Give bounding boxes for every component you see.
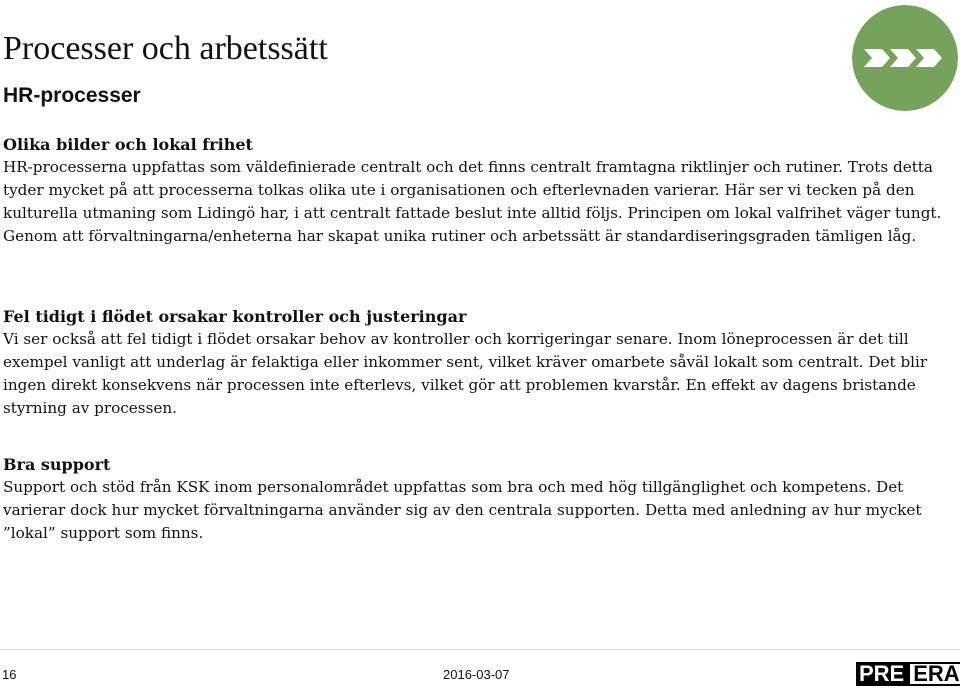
page-title: Processer och arbetssätt	[3, 30, 328, 67]
logo-part-pre: PRE	[856, 662, 908, 686]
footer-divider	[0, 649, 960, 650]
section-badge	[852, 5, 958, 111]
section-body: Support och stöd från KSK inom personalområdet uppfattas som bra och med hög tillgänglighet och kompetens. Det varierar dock hur mycket förvaltningarna använder sig av den centrala supporten. Detta med anledning av hur mycket ”lokal” support som finns.	[3, 478, 922, 542]
page-subtitle: HR-processer	[3, 84, 141, 107]
page-number: 16	[2, 667, 17, 682]
logo-part-era: ERA	[908, 662, 960, 686]
company-logo	[856, 662, 960, 686]
triple-chevron-arrows-icon	[852, 5, 958, 111]
section-body: HR-processerna uppfattas som väldefinierade centralt och det finns centralt framtagna riktlinjer och rutiner. Trots detta tyder mycket på att processerna tolkas olika ute i organisationen och efterlevnaden varierar. Här ser vi tecken på den kulturella utmaning som Lidingö har, i att centralt fattade beslut inte alltid följs. Principen om lokal valfrihet väger tungt. Genom att förvaltningarna/enheterna har skapat unika rutiner och arbetssätt är standardiseringsgraden tämligen låg.	[3, 158, 942, 245]
section-local-freedom	[3, 133, 951, 248]
section-body: Vi ser också att fel tidigt i flödet orsakar behov av kontroller och korrigeringar senare. Inom löneprocessen är det till exempel vanligt att underlag är felaktiga eller inkommer sent, vilket kräver omarbete såväl lokalt som centralt. Det blir ingen direkt konsekvens när processen inte efterlevs, vilket gör att problemen kvarstår. En effekt av dagens bristande styrning av processen.	[3, 330, 928, 417]
section-early-errors	[3, 305, 951, 420]
footer-date: 2016-03-07	[443, 667, 510, 682]
section-heading: Fel tidigt i flödet orsakar kontroller och justeringar	[3, 307, 467, 326]
section-heading: Olika bilder och lokal frihet	[3, 135, 253, 154]
section-heading: Bra support	[3, 455, 111, 474]
section-good-support	[3, 453, 951, 545]
